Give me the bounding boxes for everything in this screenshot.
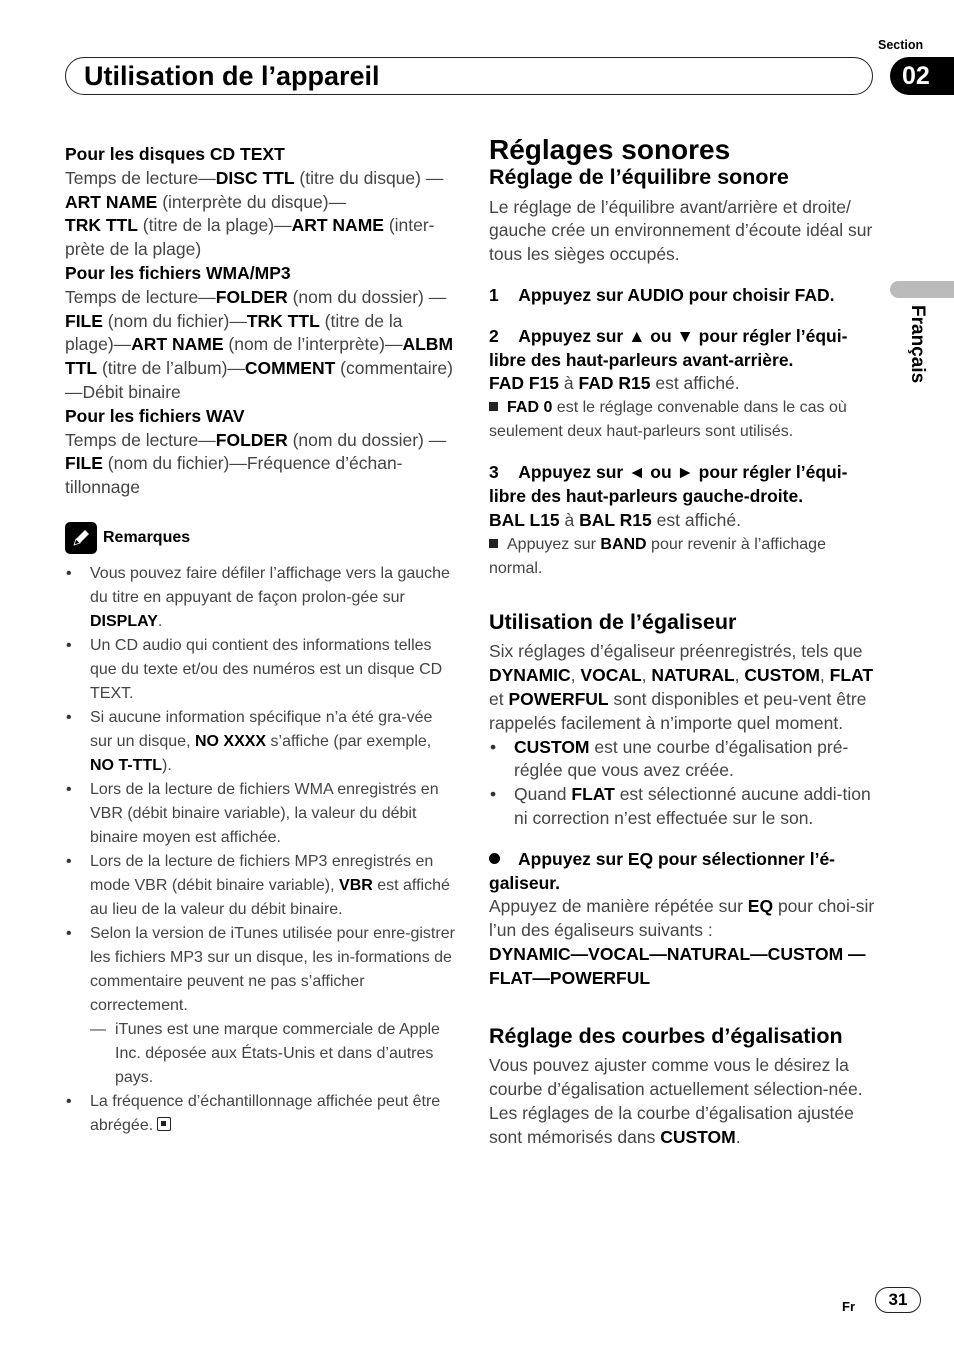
note-square-icon bbox=[489, 539, 498, 548]
section-number: 02 bbox=[890, 57, 954, 95]
remarks-heading bbox=[65, 522, 455, 554]
section-title: Réglages sonores bbox=[489, 134, 731, 165]
eq-step-text: Appuyez de manière répétée sur EQ pour choi-sir l’un des égaliseurs suivants : bbox=[489, 896, 875, 941]
note-square-icon bbox=[489, 402, 498, 411]
wma-heading: Pour les fichiers WMA/MP3 bbox=[65, 262, 291, 283]
remarks-title: Remarques bbox=[103, 529, 191, 547]
wav-paragraph: Temps de lecture—FOLDER (nom du dossier) —FILE (nom du fichier)—Fréquence d’échan-tillonnage bbox=[65, 429, 447, 498]
balance-step-2-note: FAD 0 est le réglage convenable dans le cas où seulement deux haut-parleurs sont utilisés. bbox=[489, 399, 847, 441]
balance-step-3-result: BAL L15 à BAL R15 est affiché. bbox=[489, 509, 741, 530]
list-item: • Vous pouvez faire défiler l’affichage vers la gauche du titre en appuyant de façon prolon-gée sur DISPLAY. bbox=[65, 562, 455, 634]
balance-heading: Réglage de l’équilibre sonore bbox=[489, 164, 789, 189]
eq-step: Appuyez sur EQ pour sélectionner l’é-galiseur. bbox=[489, 848, 836, 893]
curve-heading: Réglage des courbes d’égalisation bbox=[489, 1023, 843, 1048]
sub-note: — iTunes est une marque commerciale de Apple Inc. déposée aux États-Unis et dans d’autres pays. bbox=[90, 1020, 440, 1086]
balance-step-2-result: FAD F15 à FAD R15 est affiché. bbox=[489, 373, 740, 394]
left-column bbox=[65, 143, 455, 1138]
balance-intro: Le réglage de l’équilibre avant/arrière et droite/ gauche crée un environnement d’écoute idéal sur tous les sièges occupés. bbox=[489, 196, 873, 265]
list-item: • CUSTOM est une courbe d’égalisation pré-réglée que vous avez créée. bbox=[489, 736, 881, 784]
balance-step-2: 2 Appuyez sur ▲ ou ▼ pour régler l’équi-libre des haut-parleurs avant-arrière. bbox=[489, 325, 848, 370]
wma-paragraph: Temps de lecture—FOLDER (nom du dossier) —FILE (nom du fichier)—TRK TTL (titre de la plage)—ART NAME (nom de l’interprète)—ALBM TTL (titre de l’album)—COMMENT (commentaire)—Débit binaire bbox=[65, 286, 454, 402]
list-item: • Selon la version de iTunes utilisée pour enre-gistrer les fichiers MP3 sur un disque, les in-formations de commentaire peuvent ne pas s’afficher correctement. — iTunes est une marque commerciale de Apple Inc. déposée aux États-Unis et dans d’autres pays. bbox=[65, 922, 455, 1090]
list-item: • La fréquence d’échantillonnage affichée peut être abrégée. bbox=[65, 1090, 455, 1138]
page-title: Utilisation de l’appareil bbox=[84, 61, 380, 91]
list-item: • Lors de la lecture de fichiers MP3 enregistrés en mode VBR (débit binaire variable), VBR est affiché au lieu de la valeur du débit binaire. bbox=[65, 850, 455, 922]
eq-list bbox=[489, 736, 881, 831]
list-item: • Quand FLAT est sélectionné aucune addi-tion ni correction n’est effectuée sur le son. bbox=[489, 783, 881, 831]
cd-text-heading: Pour les disques CD TEXT bbox=[65, 144, 285, 164]
balance-step-1: 1 Appuyez sur AUDIO pour choisir FAD. bbox=[489, 284, 835, 305]
remarks-list bbox=[65, 562, 455, 1138]
eq-intro: Six réglages d’égaliseur préenregistrés, tels que DYNAMIC, VOCAL, NATURAL, CUSTOM, FLAT et POWERFUL sont disponibles et peu-vent être rappelés facilement à n’importe quel moment. bbox=[489, 641, 874, 733]
footer-language: Fr bbox=[842, 1299, 855, 1314]
eq-sequence: DYNAMIC—VOCAL—NATURAL—CUSTOM —FLAT—POWERFUL bbox=[489, 943, 866, 988]
right-column bbox=[489, 134, 881, 1150]
balance-step-3: 3 Appuyez sur ◄ ou ► pour régler l’équi-libre des haut-parleurs gauche-droite. bbox=[489, 462, 848, 506]
step-dot-icon bbox=[489, 853, 500, 864]
pencil-icon bbox=[65, 522, 97, 554]
curve-paragraph: Vous pouvez ajuster comme vous le désirez la courbe d’égalisation actuellement sélection-née. Les réglages de la courbe d’égalisation ajustée sont mémorisés dans CUSTOM. bbox=[489, 1055, 863, 1147]
section-label: Section bbox=[878, 38, 924, 52]
list-item: • Un CD audio qui contient des informations telles que du texte et/ou des numéros est un disque CD TEXT. bbox=[65, 634, 455, 706]
eq-heading: Utilisation de l’égaliseur bbox=[489, 609, 737, 634]
end-mark-icon bbox=[157, 1117, 171, 1131]
wav-heading: Pour les fichiers WAV bbox=[65, 405, 245, 426]
balance-step-3-note: Appuyez sur BAND pour revenir à l’affichage normal. bbox=[489, 535, 826, 577]
cd-text-paragraph: Temps de lecture—DISC TTL (titre du disque) —ART NAME (interprète du disque)— TRK TTL (titre de la plage)—ART NAME (inter-prète de la plage) bbox=[65, 167, 444, 260]
language-label: Français bbox=[907, 305, 928, 384]
language-tab bbox=[890, 281, 954, 298]
page-number: 31 bbox=[875, 1287, 921, 1313]
list-item: • Lors de la lecture de fichiers WMA enregistrés en VBR (débit binaire variable), la valeur du débit binaire moyen est affichée. bbox=[65, 778, 455, 850]
list-item: • Si aucune information spécifique n’a été gra-vée sur un disque, NO XXXX s’affiche (par exemple, NO T-TTL). bbox=[65, 706, 455, 778]
